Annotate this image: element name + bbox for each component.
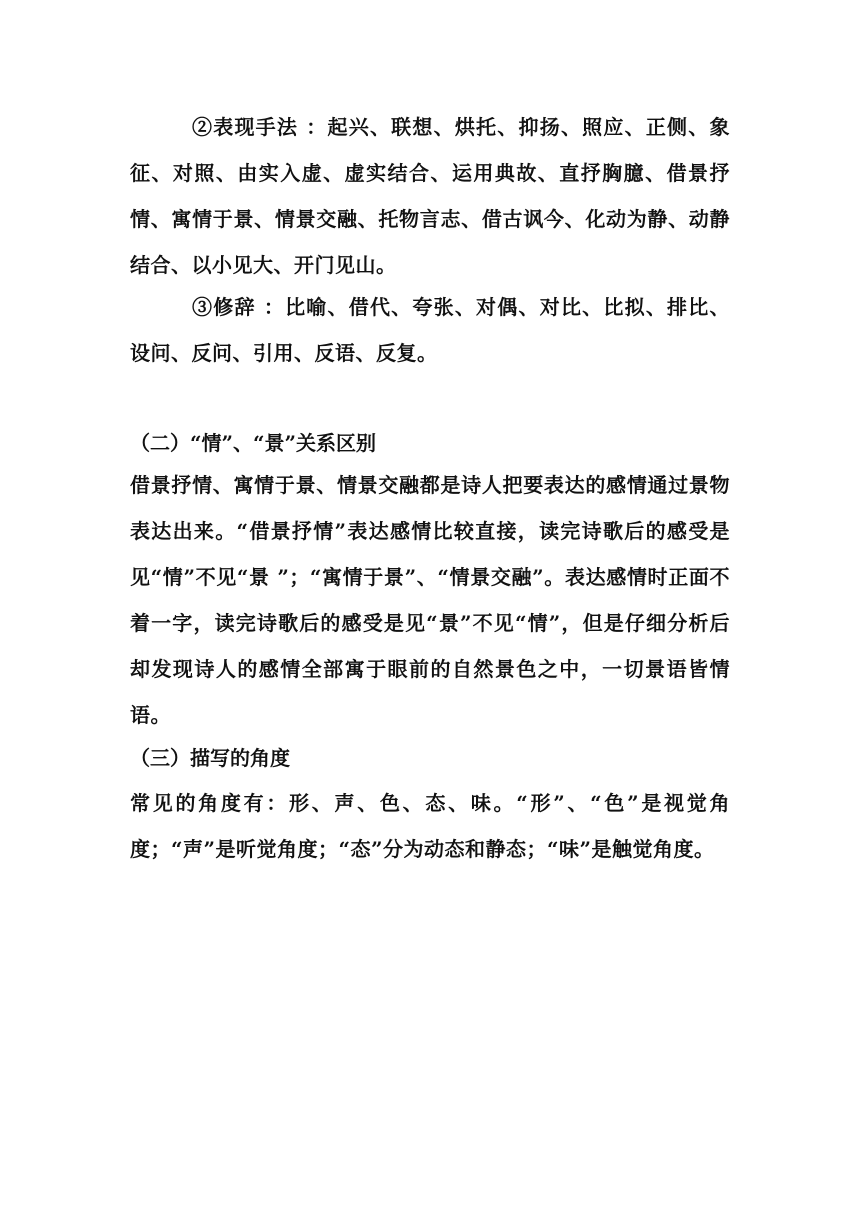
section-heading-angle: （三）描写的角度 [130, 746, 290, 770]
angle-paragraph: 常见的角度有：形、声、色、态、味。“形”、“色”是视觉角度；“声”是听觉角度；“态”分为动态和静态；“味”是触觉角度。 [130, 791, 730, 861]
rhetoric-paragraph: ③修辞 ：比喻、借代、夸张、对偶、对比、比拟、排比、设问、反问、引用、反语、反复。 [130, 295, 730, 365]
section-heading-relationship: （二）“情”、“景”关系区别 [130, 431, 377, 455]
relationship-paragraph: 借景抒情、寓情于景、情景交融都是诗人把要表达的感情通过景物表达出来。“借景抒情”表达感情比较直接，读完诗歌后的感受是见“情”不见“景 ”；“寓情于景”、“情景交融”。表达感情时正面不着一字，读完诗歌后的感受是见“景”不见“情”，但是仔细分析后却发现诗人的感情全部寓于眼前的自然景色之中，一切景语皆情语。 [130, 473, 730, 727]
methods-paragraph: ②表现手法 ：起兴、联想、烘托、抑扬、照应、正侧、象征、对照、由实入虚、虚实结合、运用典故、直抒胸臆、借景抒情、寓情于景、情景交融、托物言志、借古讽今、化动为静、动静结合、以小见大、开门见山。 [130, 115, 730, 277]
